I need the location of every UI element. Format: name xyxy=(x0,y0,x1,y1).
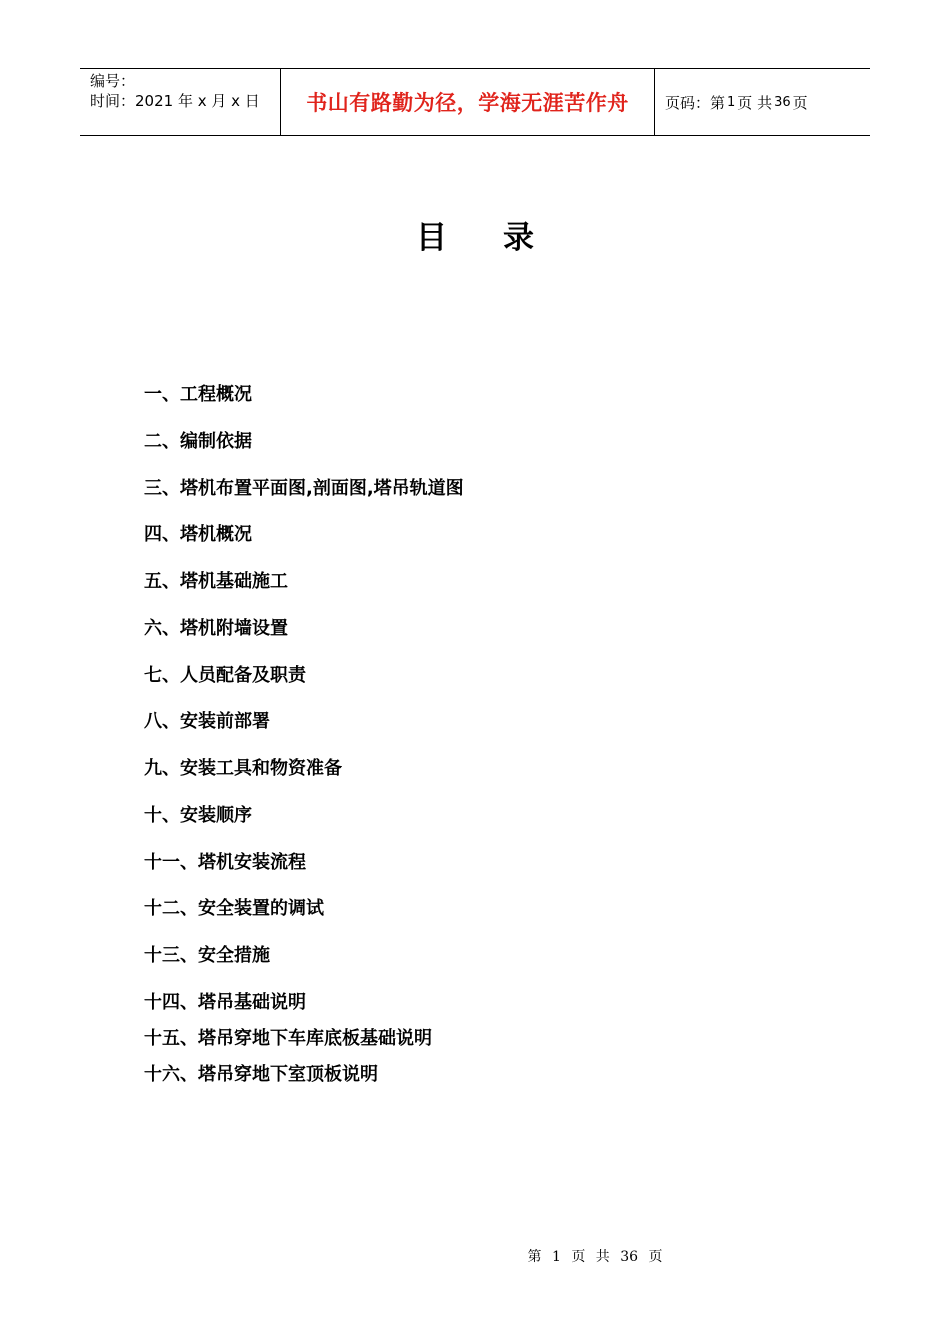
page-header xyxy=(80,68,870,136)
toc-item[interactable]: 十二、安全装置的调试 xyxy=(144,898,324,919)
document-number-label: 编号： xyxy=(90,72,136,90)
header-page-number xyxy=(655,69,870,135)
toc-item[interactable]: 六、塔机附墙设置 xyxy=(144,618,288,639)
toc-item[interactable]: 八、安装前部署 xyxy=(144,711,270,732)
toc-item[interactable]: 三、塔机布置平面图,剖面图,塔吊轨道图 xyxy=(144,478,464,499)
toc-item[interactable]: 九、安装工具和物资准备 xyxy=(144,758,342,779)
footer-mid1: 页 xyxy=(571,1249,586,1265)
toc-item[interactable]: 十五、塔吊穿地下车库底板基础说明 xyxy=(144,1028,432,1049)
header-page-total: 36 xyxy=(774,94,791,110)
toc-item[interactable]: 五、塔机基础施工 xyxy=(144,571,288,592)
footer-page-total: 36 xyxy=(620,1249,639,1265)
toc-item[interactable]: 四、塔机概况 xyxy=(144,524,252,545)
footer-mid2: 共 xyxy=(595,1249,610,1265)
footer-prefix: 第 xyxy=(527,1249,542,1265)
toc-item[interactable]: 七、人员配备及职责 xyxy=(144,665,306,686)
header-page-current: 1 xyxy=(727,94,736,110)
page-footer xyxy=(0,1246,950,1266)
header-motto: 书山有路勤为径，学海无涯苦作舟 xyxy=(281,69,655,135)
header-meta xyxy=(80,69,281,135)
page-title: 目录 xyxy=(416,220,590,256)
document-time-label: 时间：2021 年 x 月 x 日 xyxy=(90,92,260,110)
toc-item[interactable]: 十六、塔吊穿地下室顶板说明 xyxy=(144,1064,378,1085)
header-page-prefix: 页码：第 xyxy=(665,93,726,112)
toc-item[interactable]: 十、安装顺序 xyxy=(144,805,252,826)
toc-item[interactable]: 一、工程概况 xyxy=(144,384,252,405)
header-page-suffix: 页 xyxy=(792,93,808,112)
toc-item[interactable]: 二、编制依据 xyxy=(144,431,252,452)
toc-item[interactable]: 十三、安全措施 xyxy=(144,945,270,966)
footer-page-current: 1 xyxy=(551,1249,561,1265)
toc-item[interactable]: 十一、塔机安装流程 xyxy=(144,852,306,873)
header-page-mid: 页 共 xyxy=(737,93,773,112)
toc-item[interactable]: 十四、塔吊基础说明 xyxy=(144,992,306,1013)
footer-suffix: 页 xyxy=(648,1249,663,1265)
